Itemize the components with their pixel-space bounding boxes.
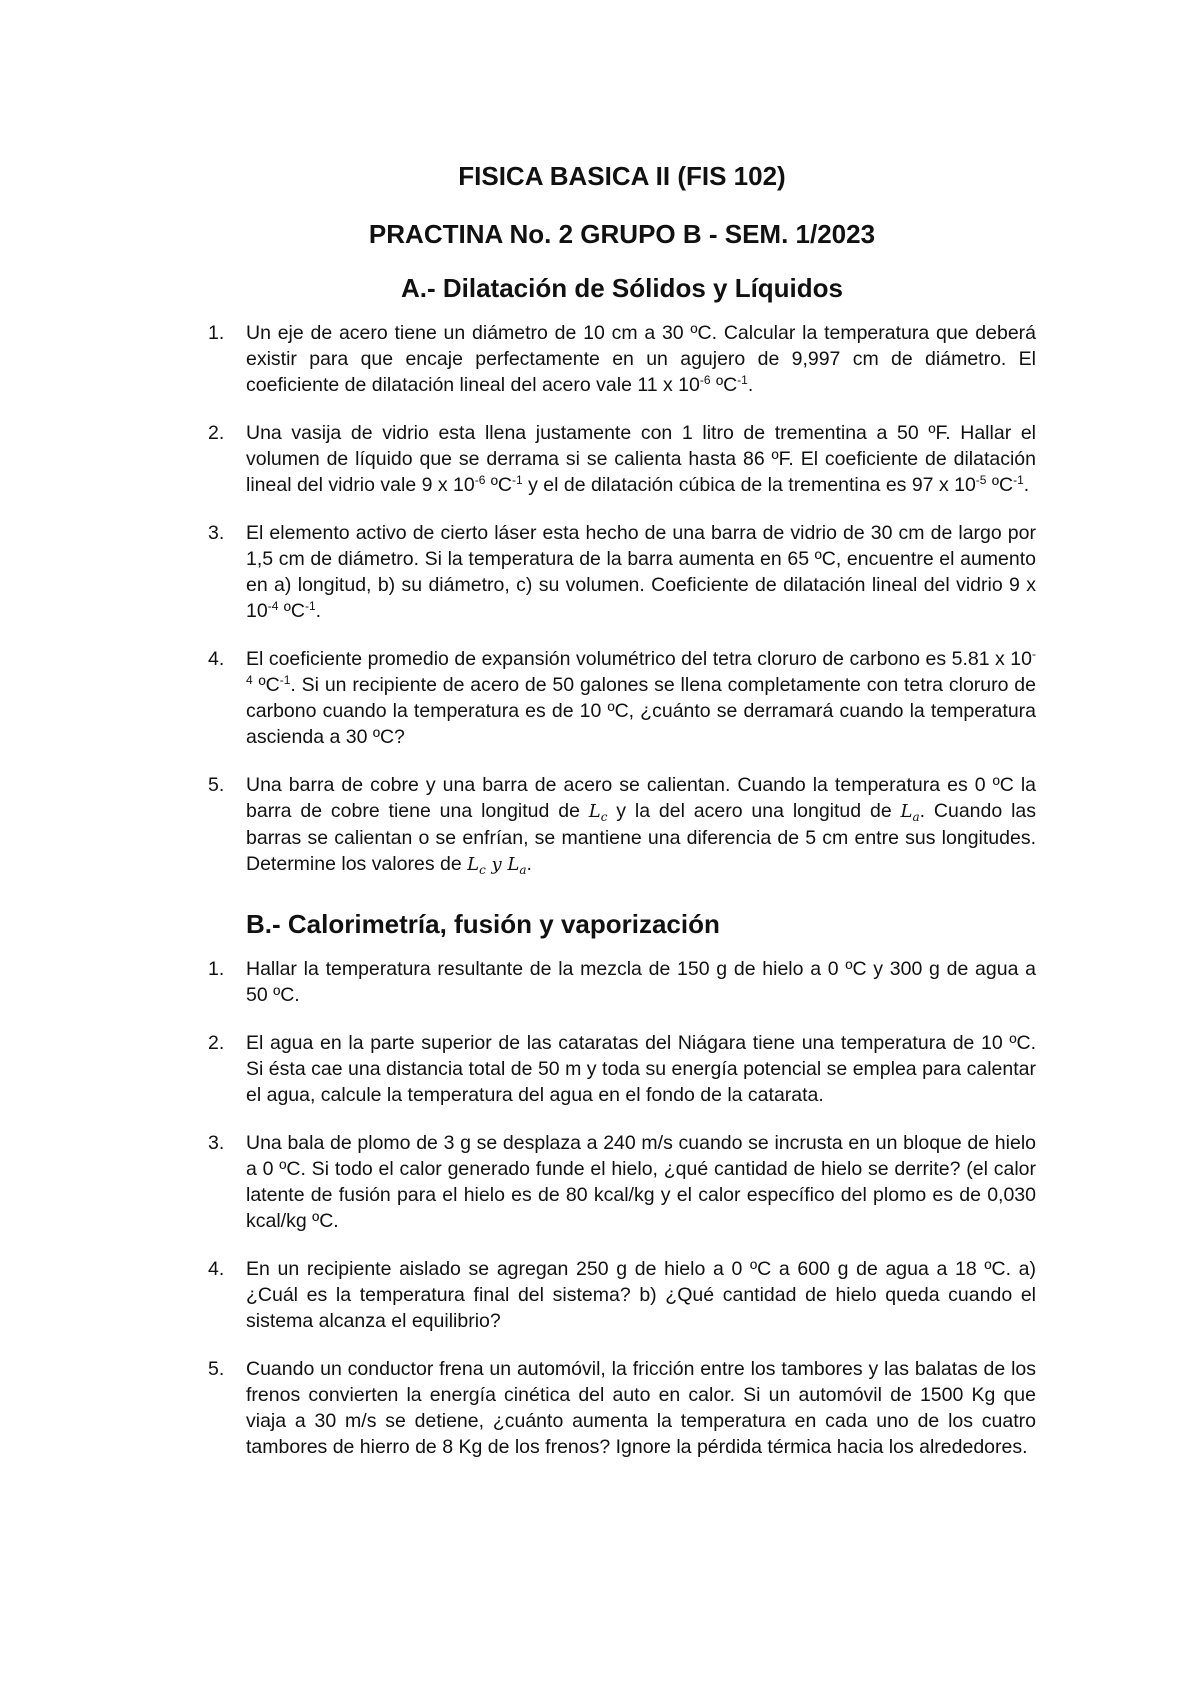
problem-text: Hallar la temperatura resultante de la mezcla de 150 g de hielo a 0 ºC y 300 g de agua a 50 ºC. [246,958,1036,1006]
problem-text: Una barra de cobre y una barra de acero se calientan. Cuando la temperatura es 0 ºC la barra de cobre tiene una longitud de [246,774,1036,822]
problem-text: . Si un recipiente de acero de 50 galones se llena completamente con tetra cloruro de carbono cuando la temperatura es de 10 ºC, ¿cuánto se derramará cuando la temperatura ascienda a 30 ºC? [246,674,1036,748]
problem-a5 [208,772,1036,878]
exponent: -1 [512,473,523,487]
problem-text: . [747,374,754,396]
math-symbol [467,854,486,875]
problem-text: Cuando un conductor frena un automóvil, la fricción entre los tambores y las balatas de los frenos convierten la energía cinética del auto en calor. Si un automóvil de 1500 Kg que viaja a 30 m/s se detiene, ¿cuánto aumenta la temperatura en cada uno de los cuatro tambores de hierro de 8 Kg de los frenos? Ignore la pérdida térmica hacia los alrededores. [246,1358,1036,1458]
section-a-title: A.- Dilatación de Sólidos y Líquidos [400,273,844,303]
document-content [208,160,1036,1482]
section-a-problems [208,320,1036,878]
problem-number: 2. [208,1032,225,1054]
math-subscript: c [600,810,608,824]
problem-number: 4. [208,1258,225,1280]
section-b-problems [208,956,1036,1460]
problem-text: El agua en la parte superior de las cataratas del Niágara tiene una temperatura de 10 ºC. Si ésta cae una distancia total de 50 m y toda su energía potencial se emplea para calentar el agua, calcule la temperatura del agua en el fondo de la catarata. [246,1032,1036,1106]
practice-title: PRACTINA No. 2 GRUPO B - SEM. 1/2023 [368,219,876,249]
exponent: -4 [246,647,1036,687]
exponent: -1 [737,373,748,387]
course-title: FISICA BASICA II (FIS 102) [458,161,786,191]
exponent: -1 [279,673,291,687]
problem-text: ºC [710,374,738,396]
problem-text: ºC [278,600,305,622]
exponent: -6 [474,473,486,487]
problem-b4 [208,1256,1036,1334]
problem-a1 [208,320,1036,398]
problem-b3 [208,1130,1036,1234]
math-variable: L [507,854,520,875]
math-symbol [901,801,920,822]
section-b-title: B.- Calorimetría, fusión y vaporización [246,909,720,939]
math-variable: L [900,801,913,822]
problem-text: El coeficiente promedio de expansión volumétrico del tetra cloruro de carbono es 5.81 x 10 [246,648,1032,670]
problem-text: ºC [485,474,513,496]
problem-text: Una bala de plomo de 3 g se desplaza a 240 m/s cuando se incrusta en un bloque de hielo a 0 ºC. Si todo el calor generado funde el hielo, ¿qué cantidad de hielo se derrite? (el calor latente de fusión para el hielo es de 80 kcal/kg y el calor específico del plomo es de 0,030 kcal/kg ºC. [246,1132,1036,1232]
problem-number: 3. [208,1132,225,1154]
problem-a4 [208,646,1036,750]
problem-number: 3. [208,522,225,544]
problem-text: En un recipiente aislado se agregan 250 g de hielo a 0 ºC a 600 g de agua a 18 ºC. a) ¿Cuál es la temperatura final del sistema? b) ¿Qué cantidad de hielo queda cuando el sistema alcanza el equilibrio? [246,1258,1036,1332]
problem-text: . Cuando las barras se calientan o se enfrían, se mantiene una diferencia de 5 cm entre sus longitudes. Determine los valores de [246,800,1036,875]
exponent: -5 [975,473,987,487]
problem-text: y el de dilatación cúbica de la trementina es 97 x 10 [522,474,976,496]
problem-b5 [208,1356,1036,1460]
problem-text: Una vasija de vidrio esta llena justamente con 1 litro de trementina a 50 ºF. Hallar el volumen de líquido que se derrama si se calienta hasta 86 ºF. El coeficiente de dilatación lineal del vidrio vale 9 x 10 [246,422,1036,496]
problem-number: 5. [208,1358,225,1380]
problem-text: ºC [986,474,1014,496]
exponent: -1 [1013,473,1024,487]
problem-number: 5. [208,774,225,796]
problem-text: y la del acero una longitud de [607,800,901,822]
exponent: -1 [305,599,316,613]
problem-number: 1. [208,322,225,344]
math-symbol [507,854,526,875]
math-subscript: a [912,810,920,824]
math-variable: L [588,801,601,822]
problem-b1 [208,956,1036,1008]
problem-a2 [208,420,1036,498]
problem-b2 [208,1030,1036,1108]
exponent: -4 [267,599,279,613]
math-connector: y [485,854,508,875]
math-subscript: a [519,863,527,877]
problem-number: 2. [208,422,225,444]
problem-number: 4. [208,648,225,670]
problem-text: . [315,600,322,622]
math-variable: L [467,854,480,875]
problem-text: El elemento activo de cierto láser esta hecho de una barra de vidrio de 30 cm de largo por 1,5 cm de diámetro. Si la temperatura de la barra aumenta en 65 ºC, encuentre el aumento en a) longitud, b) su diámetro, c) su volumen. Coeficiente de dilatación lineal del vidrio 9 x 10 [246,522,1036,622]
problem-a3 [208,520,1036,624]
problem-text: ºC [252,674,280,696]
problem-text: . [526,853,532,875]
problem-text: . [1023,474,1030,496]
problem-text: Un eje de acero tiene un diámetro de 10 cm a 30 ºC. Calcular la temperatura que deberá existir para que encaje perfectamente en un agujero de 9,997 cm de diámetro. El coeficiente de dilatación lineal del acero vale 11 x 10 [246,322,1036,396]
math-subscript: c [479,863,486,877]
math-symbol [589,801,608,822]
problem-number: 1. [208,958,225,980]
exponent: -6 [699,373,711,387]
